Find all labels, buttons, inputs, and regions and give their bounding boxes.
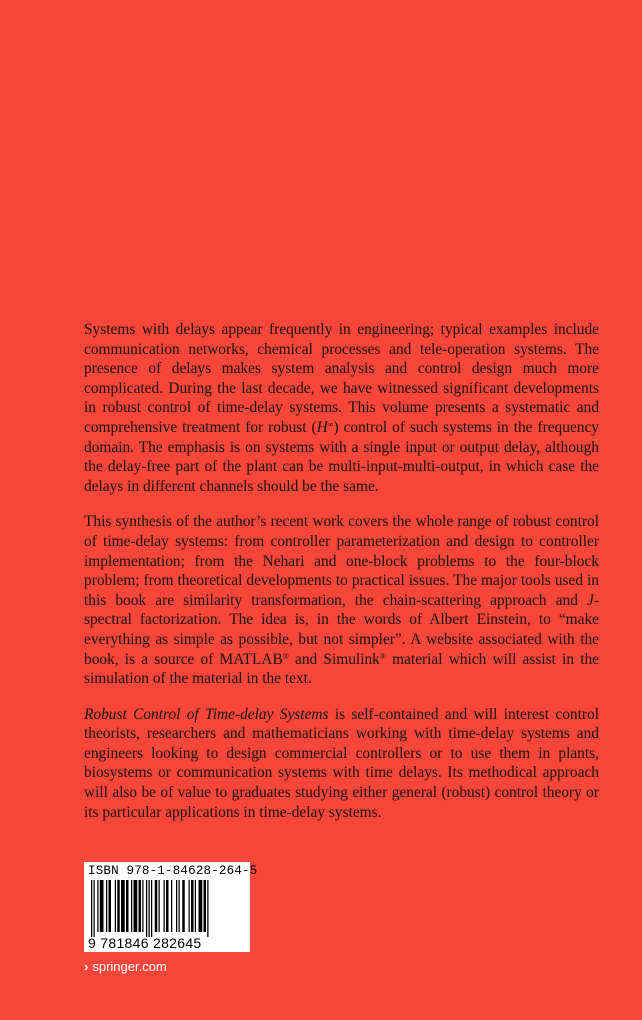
p2-text-b: -spectral factorization. The idea is, in the words of Albert Einstein, to “make everything as simple as possible, but not simpler”. A website associated with the book, is a source of MATLAB — [84, 591, 599, 668]
barcode-bar — [146, 880, 147, 937]
blurb-paragraph-1 — [84, 320, 599, 496]
barcode-bar — [207, 880, 208, 937]
barcode-bar — [191, 880, 194, 932]
barcode-bar — [117, 880, 120, 932]
publisher-website[interactable] — [84, 959, 167, 974]
barcode-bar — [100, 880, 104, 932]
blurb-paragraph-2 — [84, 512, 599, 688]
p1-text-a: Systems with delays appear frequently in engineering; typical examples include communication networks, chemical processes and tele-operation systems. The presence of delays makes system analysis and control design much more complicated. During the last decade, we have witnessed significant developments in robust control of time-delay systems. This volume presents a systematic and comprehensive treatment for robust ( — [84, 321, 599, 436]
barcode-bar — [151, 880, 152, 937]
barcode-bar — [189, 880, 190, 932]
chevron-right-icon: › — [84, 959, 89, 974]
registered-mark: ® — [379, 651, 386, 661]
barcode-bar — [155, 880, 158, 932]
infinity-superscript: ∞ — [327, 419, 334, 429]
website-text: springer.com — [92, 959, 167, 974]
back-cover-blurb — [84, 320, 599, 838]
barcode-bars — [88, 880, 246, 937]
p2-text-a: This synthesis of the author’s recent work covers the whole range of robust control of time-delay systems: from controller parameterization and design to controller implementation; from the Nehari and one-block problems to the four-block problem; from theoretical developments to practical issues. The major tools used in this book are similarity transformation, the chain-scattering approach and — [84, 513, 599, 609]
blurb-paragraph-3 — [84, 705, 599, 823]
p1-text-b: ) control of such systems in the frequency domain. The emphasis is on systems with a single input or output delay, although the delay-free part of the plant can be multi-input-multi-output, in which case the delays in different channels should be the same. — [84, 418, 600, 495]
barcode-bar — [149, 880, 150, 937]
book-title-italic: Robust Control of Time-delay Systems — [84, 705, 329, 723]
barcode-bar — [109, 880, 112, 932]
ean-digits: 9 781846 282645 — [88, 935, 202, 951]
barcode-bar — [121, 880, 125, 932]
barcode-bar — [164, 880, 165, 932]
barcode-bar — [131, 880, 132, 932]
barcode-bar — [134, 880, 138, 932]
barcode-bar — [94, 880, 95, 937]
p2-text-c: and Simulink — [288, 650, 380, 668]
barcode-bar — [204, 880, 207, 932]
p3-text: is self-contained and will interest control theorists, researchers and mathematicians working with time-delay systems and engineers looking to design commercial controllers or to use them in plants, biosystems or communication systems with time delays. Its methodical approach will also be of value to graduates studying either general (robust) control theory or its particular applications in time-delay systems. — [84, 705, 599, 821]
barcode-bar — [195, 880, 196, 932]
barcode-bar — [159, 880, 160, 932]
barcode-bar — [139, 880, 142, 932]
barcode-bar — [115, 880, 116, 932]
barcode-bar — [126, 880, 129, 932]
barcode-bar — [199, 880, 203, 932]
p2-text-d: material which will assist in the simulation of the material in the text. — [84, 650, 600, 688]
j-italic: J — [587, 591, 594, 609]
barcode-bar — [142, 880, 143, 932]
barcode-bar — [97, 880, 98, 932]
barcode-bar — [106, 880, 107, 932]
registered-mark: ® — [282, 651, 289, 661]
isbn-label: ISBN 978-1-84628-264-5 — [88, 864, 258, 878]
barcode-bar — [176, 880, 177, 932]
barcode-bar — [166, 880, 169, 932]
barcode-bar — [179, 880, 180, 932]
barcode-bar — [91, 880, 92, 937]
barcode-bar — [182, 880, 185, 932]
isbn-barcode — [84, 862, 258, 952]
barcode-bar — [171, 880, 172, 932]
h-symbol: H — [316, 418, 328, 436]
